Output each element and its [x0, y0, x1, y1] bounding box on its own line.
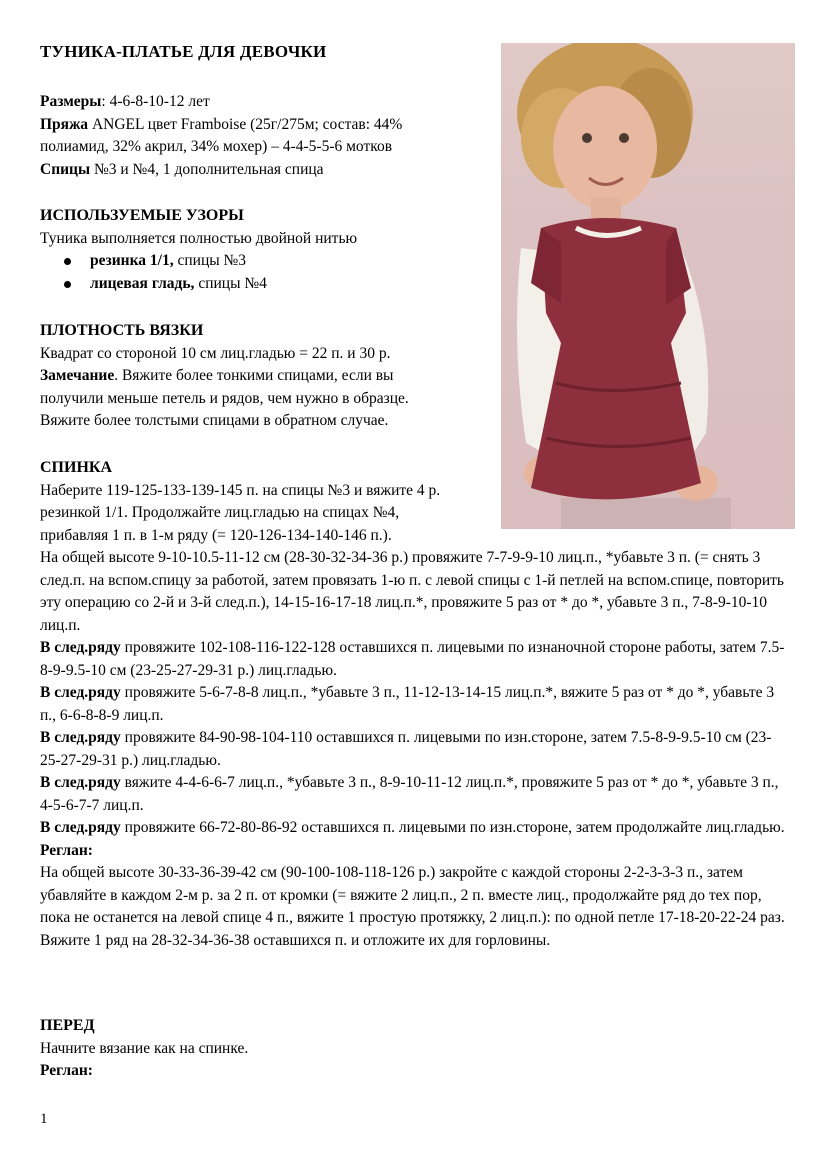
- needles-line: [40, 159, 480, 182]
- front-heading: ПЕРЕД: [40, 1017, 95, 1034]
- front-raglan-label: Реглан:: [40, 1062, 93, 1079]
- yarn-line-2: полиамид, 32% акрил, 34% мохер) – 4-4-5-5-6 мотков: [40, 138, 393, 155]
- paragraph-text: провяжите 102-108-116-122-128 оставшихся п. лицевыми по изнаночной стороне работы, затем 7.5-8-9-9.5-10 см (23-25-27-29-31 р.) лиц.гладью.: [40, 639, 785, 679]
- pattern-name: резинка 1/1,: [90, 252, 174, 269]
- front-text: Начните вязание как на спинке.: [40, 1039, 249, 1057]
- pattern-needles: спицы №3: [173, 252, 247, 269]
- back-paragraph-3: [40, 682, 790, 727]
- patterns-intro: Туника выполняется полностью двойной нитью: [40, 229, 358, 247]
- bullet-icon: [64, 281, 71, 288]
- raglan-text: На общей высоте 30-33-36-39-42 см (90-100-108-118-126 р.) закройте с каждой стороны 2-2-3-3-3 п., затем убавляйте в каждом 2-м р. за 2 п. от кромки (= вяжите 2 лиц.п., 2 п. вместе лиц., продолжайте ряд до тех пор, пока не останется на левой спице 4 п., вяжите 1 простую протяжку, 2 лиц.п.): по одной петле 17-18-20-22-24 раз.: [40, 864, 785, 926]
- needles-label: Спицы: [40, 160, 91, 178]
- back-section-body: [40, 547, 790, 952]
- cast-on-line-1: Наберите 119-125-133-139-145 п. на спицы №3 и вяжите 4 р.: [40, 481, 441, 499]
- paragraph-text: провяжите 5-6-7-8-8 лиц.п., *убавьте 3 п., 11-12-13-14-15 лиц.п.*, вяжите 5 раз от * до *, убавьте 3 п., 6-6-8-8-9 лиц.п.: [40, 684, 775, 724]
- list-item: [40, 250, 480, 273]
- yarn-value-1: ANGEL цвет Framboise (25г/275м; состав: 44%: [88, 115, 403, 133]
- page-number: 1: [40, 1111, 48, 1127]
- product-photo: [501, 43, 795, 529]
- note-line-2: получили меньше петель и рядов, чем нужно в образце.: [40, 389, 409, 407]
- patterns-section: [40, 205, 480, 295]
- back-paragraph-6: [40, 817, 790, 840]
- next-row-label: В след.ряду: [40, 729, 121, 746]
- needles-value: №3 и №4, 1 дополнительная спица: [90, 160, 324, 178]
- back-paragraph-2: [40, 637, 790, 682]
- yarn-label: Пряжа: [40, 115, 89, 133]
- note-line-3: Вяжите более толстыми спицами в обратном случае.: [40, 412, 389, 429]
- note-text: . Вяжите более тонкими спицами, если вы: [114, 367, 394, 384]
- note-line: [40, 365, 480, 388]
- paragraph-text: вяжите 4-4-6-6-7 лиц.п., *убавьте 3 п., 8-9-10-11-12 лиц.п.*, провяжите 5 раз от * до *, убавьте 3 п., 4-5-6-7-7 лиц.п.: [40, 774, 779, 814]
- gauge-section: [40, 320, 480, 433]
- paragraph-text: провяжите 84-90-98-104-110 оставшихся п. лицевыми по изн.стороне, затем 7.5-8-9-9.5-10 см (23-25-27-29-31 р.) лиц.гладью.: [40, 729, 772, 769]
- back-section-top: [40, 457, 500, 547]
- page-title: ТУНИКА-ПЛАТЬЕ ДЛЯ ДЕВОЧКИ: [40, 42, 327, 61]
- sizes-label: Размеры: [40, 93, 102, 110]
- back-paragraph-5: [40, 772, 790, 817]
- back-final: Вяжите 1 ряд на 28-32-34-36-38 оставшихся п. и отложите их для горловины.: [40, 931, 551, 949]
- pattern-name: лицевая гладь,: [90, 274, 195, 292]
- pattern-needles: спицы №4: [194, 274, 267, 292]
- back-paragraph-1: На общей высоте 9-10-10.5-11-12 см (28-30-32-34-36 р.) провяжите 7-7-9-9-10 лиц.п., *убавьте 3 п. (= снять 3 след.п. на вспом.спицу за работой, затем провязать 1-ю п. с левой спицы с 1-й петлей на вспом.спице, повторить эту операцию со 2-й и 3-й след.п.), 14-15-16-17-18 лиц.п.*, провяжите 5 раз от * до *, убавьте 3 п., 7-8-9-10-10 лиц.п.: [40, 549, 784, 634]
- sizes-value: : 4-6-8-10-12 лет: [101, 93, 210, 110]
- back-heading: СПИНКА: [40, 459, 113, 476]
- paragraph-text: провяжите 66-72-80-86-92 оставшихся п. лицевыми по изн.стороне, затем продолжайте лиц.гладью.: [120, 819, 785, 836]
- back-paragraph-4: [40, 727, 790, 772]
- bullet-icon: [64, 258, 71, 265]
- next-row-label: В след.ряду: [40, 774, 121, 791]
- specs-section: [40, 91, 480, 181]
- gauge-line: Квадрат со стороной 10 см лиц.гладью = 22 п. и 30 р.: [40, 344, 391, 362]
- front-section: [40, 1015, 790, 1083]
- note-label: Замечание: [40, 367, 115, 384]
- raglan-label: Реглан:: [40, 841, 93, 859]
- yarn-line: [40, 114, 480, 137]
- girl-in-tunic-illustration: [501, 43, 795, 529]
- next-row-label: В след.ряду: [40, 684, 121, 701]
- next-row-label: В след.ряду: [40, 819, 121, 836]
- patterns-heading: ИСПОЛЬЗУЕМЫЕ УЗОРЫ: [40, 207, 244, 224]
- next-row-label: В след.ряду: [40, 639, 121, 656]
- cast-on-line-2: резинкой 1/1. Продолжайте лиц.гладью на спицах №4,: [40, 504, 400, 521]
- gauge-heading: ПЛОТНОСТЬ ВЯЗКИ: [40, 322, 204, 339]
- sizes-line: [40, 91, 480, 114]
- cast-on-line-3: прибавляя 1 п. в 1-м ряду (= 120-126-134-140-146 п.).: [40, 526, 392, 544]
- patterns-list: [40, 250, 480, 295]
- list-item: [40, 273, 480, 296]
